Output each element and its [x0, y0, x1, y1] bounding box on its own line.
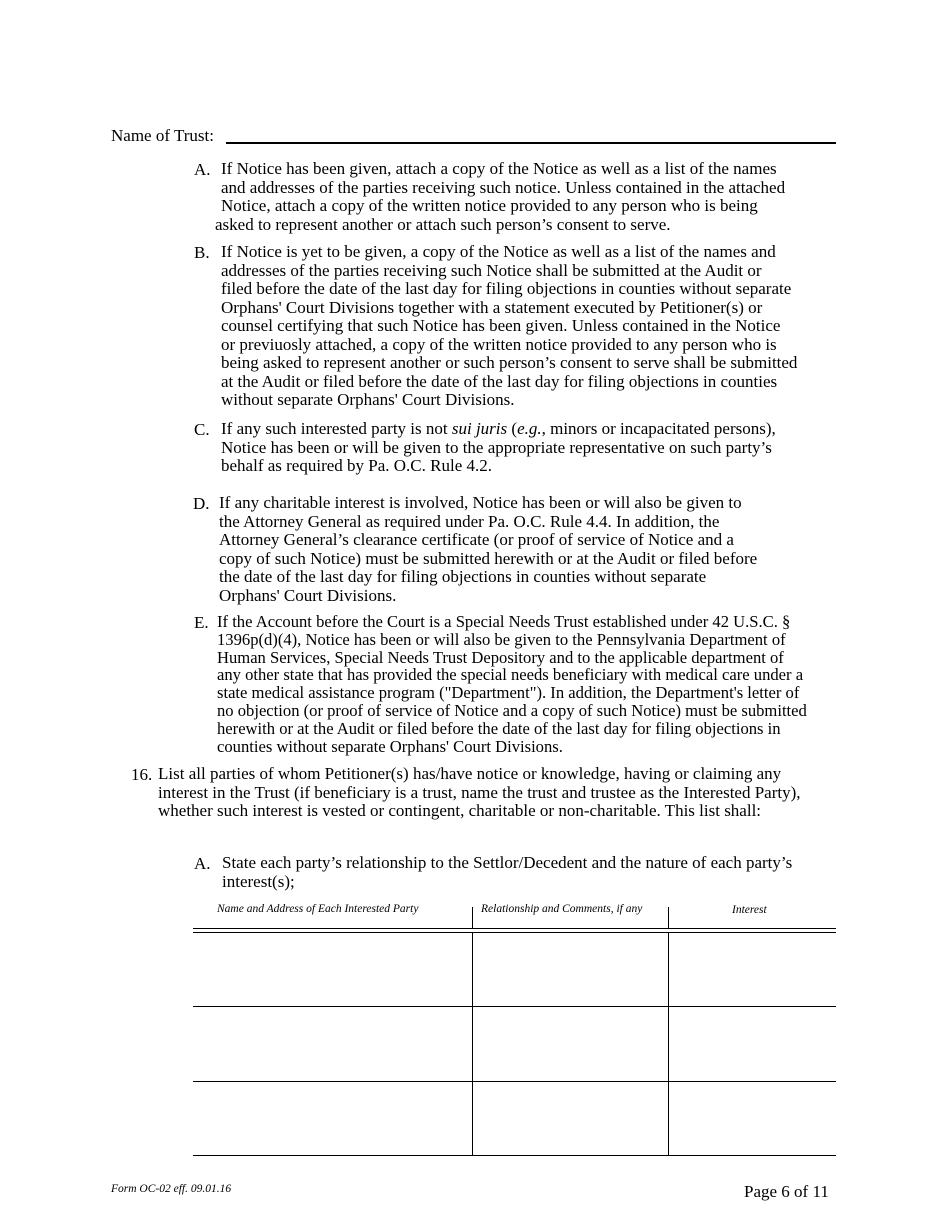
- table-header-interest: Interest: [732, 904, 767, 916]
- table-cell-relationship[interactable]: [474, 1008, 667, 1080]
- item-e-letter: E.: [194, 613, 209, 632]
- item-b-letter: B.: [194, 243, 210, 262]
- item-b-line: or previuosly attached, a copy of the written notice provided to any person who is: [221, 334, 777, 354]
- item-16-line: List all parties of whom Petitioner(s) has/have notice or knowledge, having or claiming any: [158, 764, 782, 783]
- item-d-line: Orphans' Court Divisions.: [219, 585, 397, 605]
- table-cell-interest[interactable]: [670, 1083, 835, 1154]
- table-divider: [472, 907, 473, 929]
- table-header-name: Name and Address of Each Interested Party: [217, 903, 419, 915]
- item-b-line: filed before the date of the last day for filing objections in counties without separate: [221, 279, 792, 298]
- name-of-trust-field[interactable]: [226, 142, 836, 144]
- table-header-relationship: Relationship and Comments, if any: [481, 903, 643, 915]
- item-a-line: and addresses of the parties receiving such notice. Unless contained in the attached: [221, 177, 786, 197]
- table-header-rule: [193, 932, 836, 933]
- item-d-line: If any charitable interest is involved, Notice has been or will also be given to: [219, 493, 742, 512]
- table-cell-name[interactable]: [193, 1008, 471, 1080]
- item-b-line: counsel certifying that such Notice has been given. Unless contained in the Notice: [221, 316, 781, 335]
- item-e-line: Human Services, Special Needs Trust Depository and to the applicable department of: [217, 647, 784, 667]
- item-a-line: asked to represent another or attach such person’s consent to serve.: [215, 214, 671, 234]
- table-row-rule: [193, 1081, 836, 1082]
- item-d-line: the Attorney General as required under Pa. O.C. Rule 4.4. In addition, the: [219, 511, 720, 531]
- item-16-line: interest in the Trust (if beneficiary is a trust, name the trust and trustee as the Interested Party),: [158, 782, 801, 802]
- item-16-number: 16.: [131, 765, 153, 784]
- table-divider: [668, 907, 669, 929]
- item-c-eg: e.g.: [517, 419, 542, 438]
- item-c-sui-juris: sui juris: [451, 419, 508, 438]
- name-of-trust-label: Name of Trust:: [111, 126, 214, 145]
- table-header-rule: [193, 928, 836, 929]
- item-16a-letter: A.: [194, 854, 211, 873]
- item-a-line: If Notice has been given, attach a copy of the Notice as well as a list of the names: [221, 159, 777, 178]
- item-d-line: copy of such Notice) must be submitted herewith or at the Audit or filed before: [219, 548, 758, 568]
- table-row-rule: [193, 1155, 836, 1156]
- item-e-line: herewith or at the Audit or filed before the date of the last day for filing objections in: [217, 718, 781, 738]
- item-16-line: whether such interest is vested or contingent, charitable or non-charitable. This list shall:: [158, 801, 762, 820]
- item-c-line: Notice has been or will be given to the appropriate representative on such party’s: [221, 437, 772, 457]
- item-e-text: [217, 613, 807, 755]
- item-b-line: addresses of the parties receiving such Notice shall be submitted at the Audit or: [221, 260, 762, 280]
- item-16a-line: interest(s);: [222, 871, 295, 891]
- item-d-letter: D.: [193, 494, 210, 513]
- item-d-text: [219, 494, 757, 605]
- table-row-rule: [193, 1006, 836, 1007]
- item-e-line: state medical assistance program ("Department"). In addition, the Department's letter of: [217, 683, 800, 703]
- item-d-line: Attorney General’s clearance certificate (or proof of service of Notice and a: [219, 530, 734, 549]
- item-b-line: without separate Orphans' Court Divisions.: [221, 390, 515, 409]
- item-b-line: If Notice is yet to be given, a copy of the Notice as well as a list of the names and: [221, 242, 776, 261]
- item-a-text: [215, 159, 786, 234]
- item-b-line: Orphans' Court Divisions together with a statement executed by Petitioner(s) or: [221, 297, 763, 317]
- item-b-line: being asked to represent another or such person’s consent to serve shall be submitted: [221, 353, 798, 372]
- item-c-line: behalf as required by Pa. O.C. Rule 4.2.: [221, 456, 492, 475]
- item-c-text-pre: If any such interested party is not: [221, 419, 452, 438]
- item-16a-line: State each party’s relationship to the Settlor/Decedent and the nature of each party’s: [222, 853, 793, 872]
- table-cell-interest[interactable]: [670, 1008, 835, 1080]
- item-e-line: 1396p(d)(4), Notice has been or will also be given to the Pennsylvania Department of: [217, 629, 786, 649]
- table-cell-interest[interactable]: [670, 934, 835, 1005]
- item-e-line: no objection (or proof of service of Notice and a copy of such Notice) must be submitted: [217, 700, 807, 720]
- item-d-line: the date of the last day for filing objections in counties without separate: [219, 567, 707, 586]
- item-c-text-post: , minors or incapacitated persons),: [541, 419, 776, 438]
- table-divider: [472, 932, 473, 1156]
- table-cell-relationship[interactable]: [474, 934, 667, 1005]
- item-a-line: Notice, attach a copy of the written notice provided to any person who is being: [221, 196, 758, 215]
- item-c-line: [221, 420, 776, 439]
- form-id: Form OC-02 eff. 09.01.16: [111, 1183, 232, 1195]
- item-b-text: [221, 243, 797, 410]
- page-number: Page 6 of 11: [744, 1182, 829, 1201]
- item-16-text: [158, 765, 801, 821]
- table-cell-relationship[interactable]: [474, 1083, 667, 1154]
- item-c-text-mid: (: [507, 419, 518, 438]
- table-cell-name[interactable]: [193, 1083, 471, 1154]
- item-16a-text: [222, 854, 792, 891]
- item-c-letter: C.: [194, 420, 210, 439]
- table-cell-name[interactable]: [193, 934, 471, 1005]
- item-e-line: any other state that has provided the special needs beneficiary with medical care under a: [217, 665, 804, 685]
- table-divider: [668, 932, 669, 1156]
- item-e-line: counties without separate Orphans' Court Divisions.: [217, 736, 563, 756]
- item-a-letter: A.: [194, 160, 211, 179]
- item-c-text: [221, 420, 776, 476]
- item-e-line: If the Account before the Court is a Special Needs Trust established under 42 U.S.C. §: [217, 612, 791, 631]
- item-b-line: at the Audit or filed before the date of the last day for filing objections in counties: [221, 371, 778, 391]
